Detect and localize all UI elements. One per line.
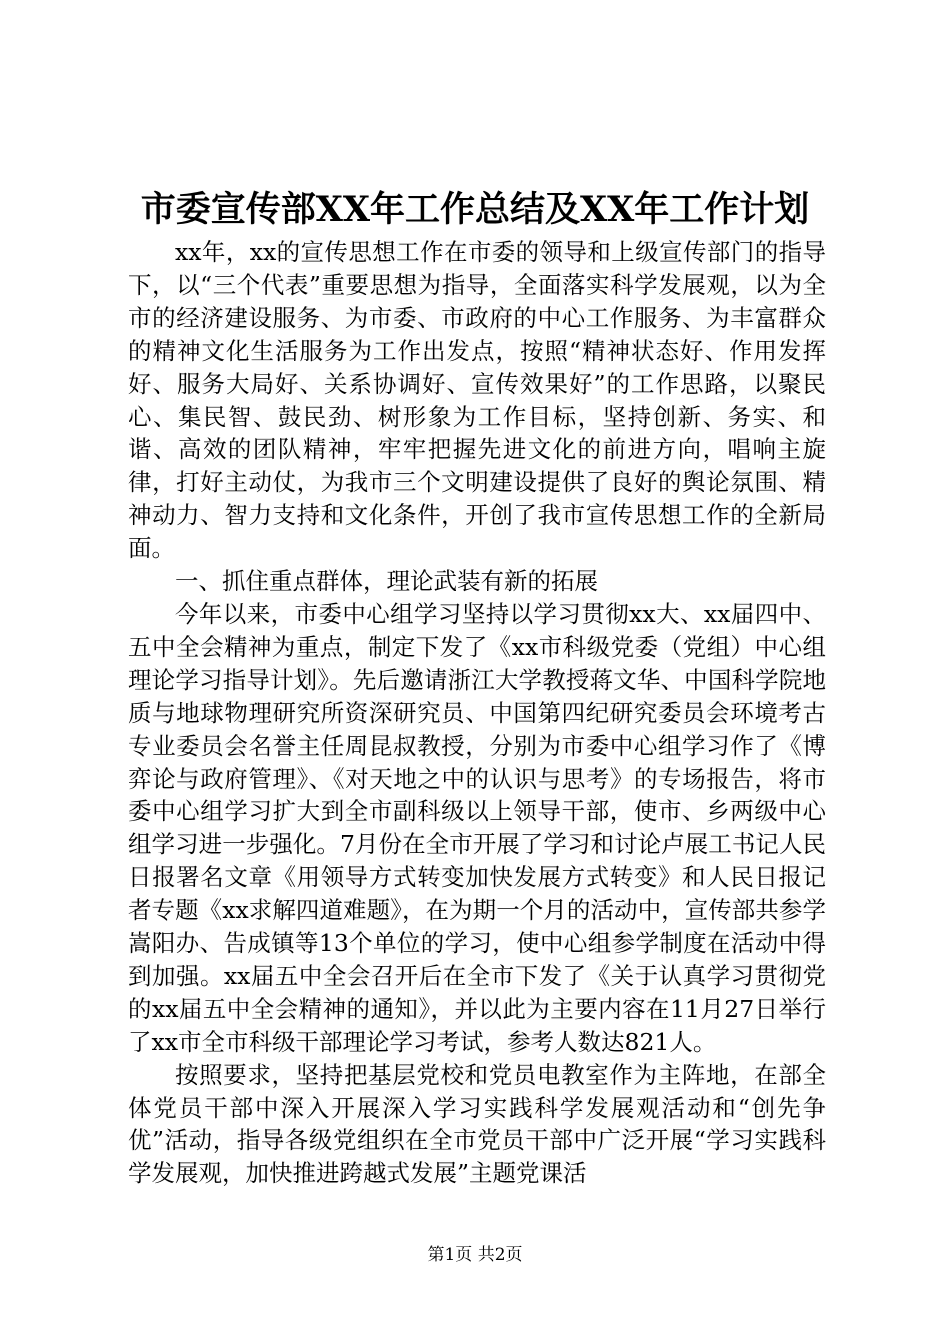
body-paragraph: 今年以来，市委中心组学习坚持以学习贯彻xx大、xx届四中、五中全会精神为重点，制定下发了《xx市科级党委（党组）中心组理论学习指导计划》。先后邀请浙江大学教授蒋文华、中国科学院地质与地球物理研究所资深研究员、中国第四纪研究委员会环境考古专业委员会名誉主任周昆叔教授，分别为市委中心组学习作了《博弈论与政府管理》、《对天地之中的认识与思考》的专场报告，将市委中心组学习扩大到全市副科级以上领导干部，使市、乡两级中心组学习进一步强化。7月份在全市开展了学习和讨论卢展工书记人民日报署名文章《用领导方式转变加快发展方式转变》和人民日报记者专题《xx求解四道难题》，在为期一个月的活动中，宣传部共参学嵩阳办、告成镇等13个单位的学习，使中心组参学制度在活动中得到加强。xx届五中全会召开后在全市下发了《关于认真学习贯彻党的xx届五中全会精神的通知》，并以此为主要内容在11月27日举行了xx市全市科级干部理论学习考试，参考人数达821人。 <box>128 599 826 1056</box>
section-heading: 一、抓住重点群体，理论武装有新的拓展 <box>175 567 598 596</box>
body-paragraph: 按照要求，坚持把基层党校和党员电教室作为主阵地，在部全体党员干部中深入开展深入学习实践科学发展观活动和“创先争优”活动，指导各级党组织在全市党员干部中广泛开展“学习实践科学发展观，加快推进跨越式发展”主题党课活 <box>128 1060 826 1188</box>
page-title: 市委宣传部XX年工作总结及XX年工作计划 <box>140 189 810 230</box>
intro-paragraph: xx年，xx的宣传思想工作在市委的领导和上级宣传部门的指导下，以“三个代表”重要思想为指导，全面落实科学发展观，以为全市的经济建设服务、为市委、市政府的中心工作服务、为丰富群众的精神文化生活服务为工作出发点，按照“精神状态好、作用发挥好、服务大局好、关系协调好、宣传效果好”的工作思路，以聚民心、集民智、鼓民劲、树形象为工作目标，坚持创新、务实、和谐、高效的团队精神，牢牢把握先进文化的前进方向，唱响主旋律，打好主动仗，为我市三个文明建设提供了良好的舆论氛围、精神动力、智力支持和文化条件，开创了我市宣传思想工作的全新局面。 <box>128 238 826 563</box>
page-number-footer: 第1页 共2页 <box>427 1245 523 1265</box>
document-body <box>128 236 826 1190</box>
